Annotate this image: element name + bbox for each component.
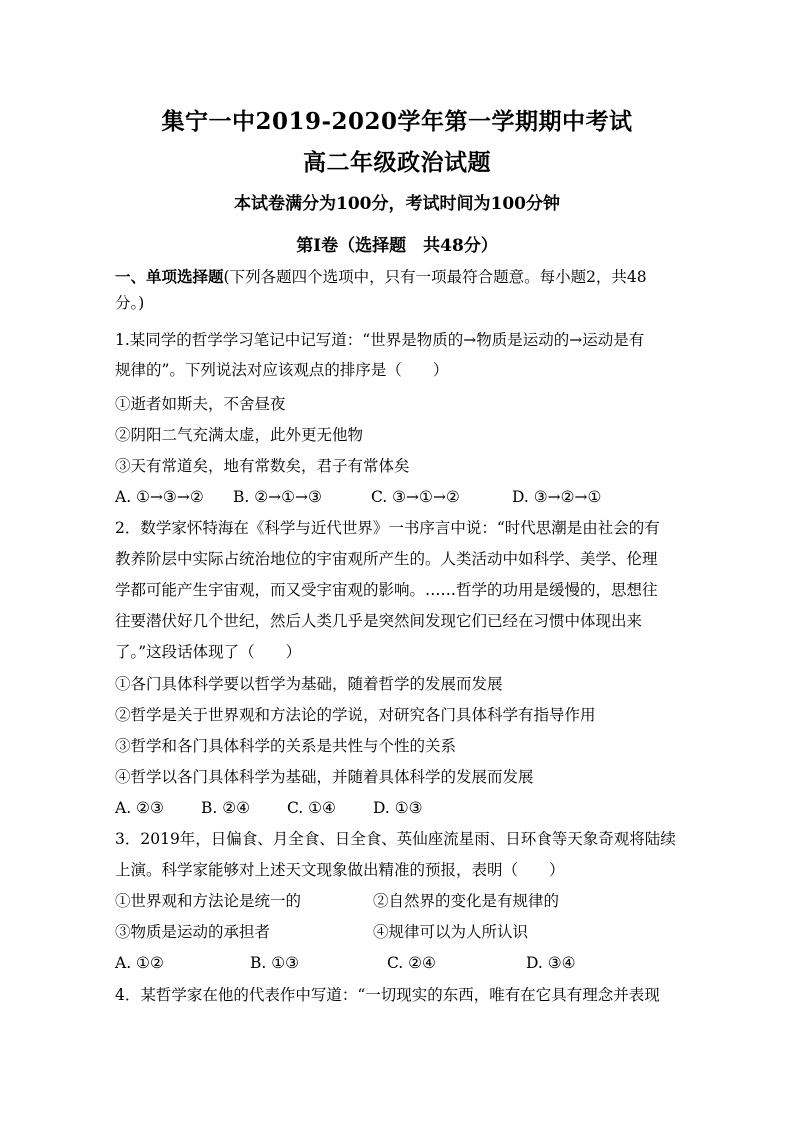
exam-subject-title: 高二年级政治试题	[303, 149, 491, 176]
q2-option-a: A. ②③	[115, 799, 164, 817]
instruction-heading: 一、单项选择题	[115, 267, 224, 286]
q3-stem-cont: 上演。科学家能够对上述天文现象做出精准的预报，表明（ ）	[115, 861, 565, 879]
section-title: 第Ⅰ卷（选择题 共48分）	[296, 236, 498, 256]
q3-item: ④规律可以为人所认识	[373, 923, 529, 941]
section-instruction-cont: 分。)	[115, 294, 145, 312]
q1-stem-cont: 规律的”。下列说法对应该观点的排序是（ ）	[115, 361, 449, 379]
q2-stem-cont: 学都可能产生宇宙观，而又受宇宙观的影响。……哲学的功用是缓慢的，思想往	[115, 581, 658, 599]
q1-stem: 1.某同学的哲学学习笔记中记写道：“世界是物质的→物质是运动的→运动是有	[115, 331, 645, 349]
q4-stem: 4．某哲学家在他的代表作中写道：“一切现实的东西，唯有在它具有理念并表现	[115, 986, 660, 1004]
q2-stem-cont: 了。”这段话体现了（ ）	[115, 643, 302, 661]
q2-item: ④哲学以各门具体科学为基础，并随着具体科学的发展而发展	[115, 768, 534, 786]
q2-stem-cont: 教养阶层中实际占统治地位的宇宙观所产生的。人类活动中如科学、美学、伦理	[115, 550, 658, 568]
q3-option-a: A. ①②	[115, 954, 164, 972]
q2-stem-cont: 往要潜伏好几个世纪，然后人类几乎是突然间发现它们已经在习惯中体现出来	[115, 612, 643, 630]
q3-stem: 3．2019年，日偏食、月全食、日全食、英仙座流星雨、日环食等天象奇观将陆续	[115, 830, 676, 848]
q2-stem: 2．数学家怀特海在《科学与近代世界》一书序言中说：“时代思潮是由社会的有	[115, 519, 660, 537]
q2-option-d: D. ①③	[373, 799, 423, 817]
q3-item: ①世界观和方法论是统一的	[115, 892, 302, 910]
q1-item: ①逝者如斯夫，不舍昼夜	[115, 395, 286, 413]
q3-option-c: C. ②④	[387, 954, 436, 972]
q3-option-d: D. ③④	[526, 954, 576, 972]
q2-option-c: C. ①④	[287, 799, 336, 817]
q1-item: ③天有常道矣，地有常数矣，君子有常体矣	[115, 457, 410, 475]
q2-item: ②哲学是关于世界观和方法论的学说，对研究各门具体科学有指导作用	[115, 706, 596, 724]
q1-option-c: C. ③→①→②	[371, 488, 460, 506]
q3-item: ②自然界的变化是有规律的	[373, 892, 560, 910]
exam-title: 集宁一中2019-2020学年第一学期期中考试	[161, 108, 633, 135]
q2-option-b: B. ②④	[201, 799, 251, 817]
q1-option-a: A. ①→③→②	[115, 488, 204, 506]
q3-item: ③物质是运动的承担者	[115, 923, 271, 941]
q2-item: ①各门具体科学要以哲学为基础，随着哲学的发展而发展	[115, 675, 503, 693]
q1-item: ②阴阳二气充满太虚，此外更无他物	[115, 426, 364, 444]
instruction-text: (下列各题四个选项中，只有一项最符合题意。每小题2，共48	[223, 268, 647, 286]
q2-item: ③哲学和各门具体科学的关系是共性与个性的关系	[115, 737, 457, 755]
section-instruction	[115, 266, 695, 288]
q3-option-b: B. ①③	[250, 954, 300, 972]
q1-option-d: D. ③→②→①	[512, 488, 602, 506]
q1-option-b: B. ②→①→③	[233, 488, 322, 506]
exam-info: 本试卷满分为100分，考试时间为100分钟	[234, 194, 560, 214]
